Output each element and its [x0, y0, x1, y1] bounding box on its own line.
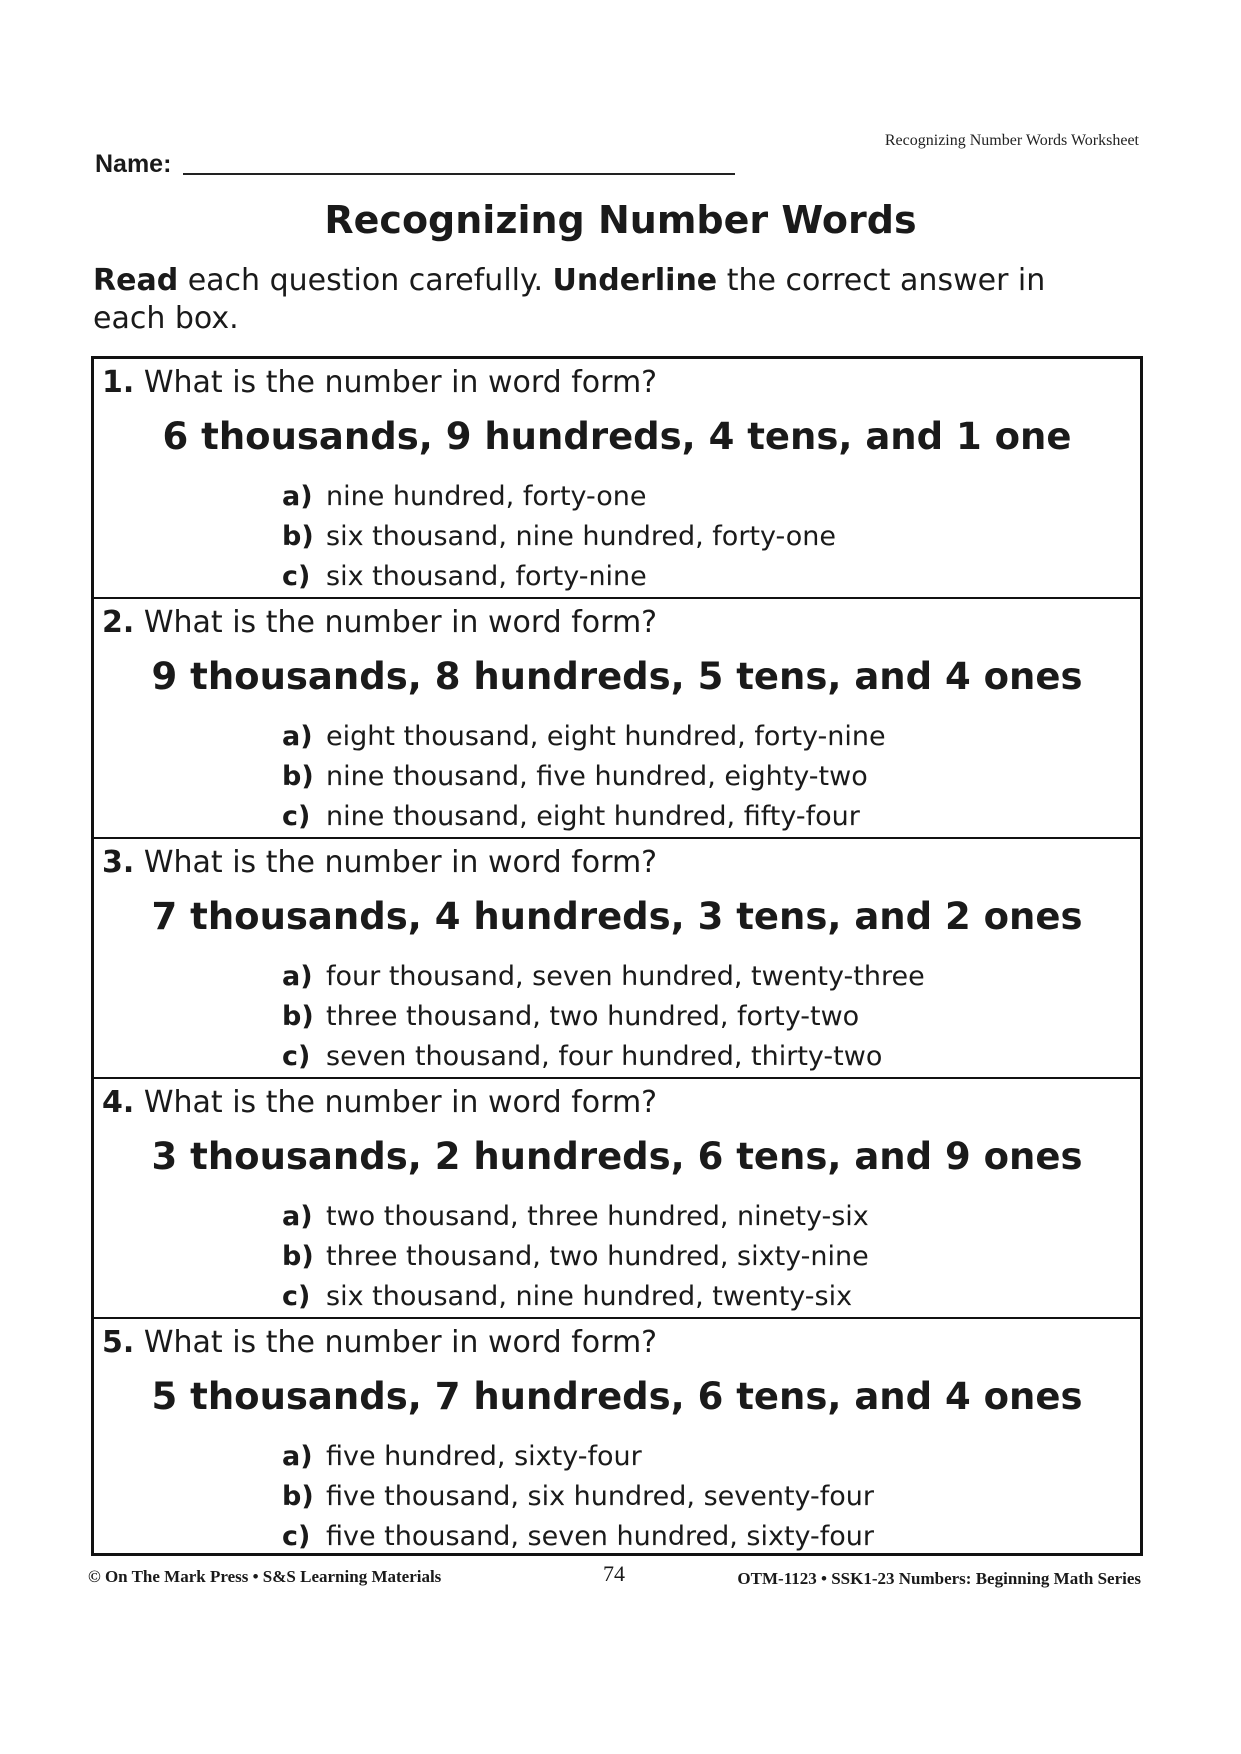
instruction-part2: the correct answer in each box.	[93, 263, 1046, 336]
question-expression: 7 thousands, 4 hundreds, 3 tens, and 2 ones	[151, 895, 1083, 938]
instruction-read-word: Read	[93, 263, 179, 298]
option-a[interactable]: a) four thousand, seven hundred, twenty-three	[282, 961, 925, 992]
name-label: Name:	[95, 150, 172, 178]
question-1	[94, 359, 1140, 599]
options-list	[282, 1437, 874, 1557]
question-prompt: What is the number in word form?	[143, 845, 658, 880]
question-expression: 5 thousands, 7 hundreds, 6 tens, and 4 ones	[151, 1375, 1083, 1418]
option-b[interactable]: b) six thousand, nine hundred, forty-one	[282, 521, 837, 552]
name-line[interactable]	[183, 173, 735, 175]
option-c[interactable]: c) seven thousand, four hundred, thirty-two	[282, 1041, 883, 1072]
question-3	[94, 839, 1140, 1079]
name-row	[95, 150, 735, 179]
option-b[interactable]: b) five thousand, six hundred, seventy-four	[282, 1481, 875, 1512]
option-c[interactable]: c) nine thousand, eight hundred, fifty-four	[282, 801, 860, 832]
footer-series: OTM-1123 • SSK1-23 Numbers: Beginning Math Series	[737, 1569, 1141, 1588]
option-c[interactable]: c) six thousand, nine hundred, twenty-six	[282, 1281, 853, 1312]
question-prompt: What is the number in word form?	[143, 605, 658, 640]
instructions	[93, 262, 1093, 338]
option-a[interactable]: a) five hundred, sixty-four	[282, 1441, 642, 1472]
question-4	[94, 1079, 1140, 1319]
question-prompt: What is the number in word form?	[143, 1085, 658, 1120]
question-prompt: What is the number in word form?	[143, 1325, 658, 1360]
options-list	[282, 477, 836, 597]
option-b[interactable]: b) three thousand, two hundred, forty-two	[282, 1001, 860, 1032]
option-c[interactable]: c) five thousand, seven hundred, sixty-four	[282, 1521, 875, 1552]
question-number: 1.	[102, 365, 135, 400]
option-a[interactable]: a) eight thousand, eight hundred, forty-nine	[282, 721, 886, 752]
option-c[interactable]: c) six thousand, forty-nine	[282, 561, 647, 592]
worksheet-label: Recognizing Number Words Worksheet	[884, 132, 1139, 149]
question-expression: 6 thousands, 9 hundreds, 4 tens, and 1 one	[162, 415, 1072, 458]
question-number: 3.	[102, 845, 135, 880]
option-a[interactable]: a) two thousand, three hundred, ninety-six	[282, 1201, 869, 1232]
question-2	[94, 599, 1140, 839]
instruction-underline-word: Underline	[552, 263, 718, 298]
options-list	[282, 957, 925, 1077]
option-b[interactable]: b) nine thousand, five hundred, eighty-two	[282, 761, 868, 792]
option-a[interactable]: a) nine hundred, forty-one	[282, 481, 647, 512]
footer-publisher: © On The Mark Press • S&S Learning Materials	[88, 1567, 442, 1586]
options-list	[282, 717, 886, 837]
questions-box	[91, 356, 1143, 1556]
question-expression: 9 thousands, 8 hundreds, 5 tens, and 4 ones	[151, 655, 1083, 698]
question-5	[94, 1319, 1140, 1553]
instruction-part1: each question carefully.	[178, 263, 553, 298]
footer-page-number: 74	[603, 1561, 625, 1586]
page-title: Recognizing Number Words	[324, 198, 917, 242]
options-list	[282, 1197, 869, 1317]
question-number: 2.	[102, 605, 135, 640]
page-footer	[88, 1561, 1141, 1595]
question-number: 5.	[102, 1325, 135, 1360]
question-number: 4.	[102, 1085, 135, 1120]
question-prompt: What is the number in word form?	[143, 365, 658, 400]
question-expression: 3 thousands, 2 hundreds, 6 tens, and 9 ones	[151, 1135, 1083, 1178]
option-b[interactable]: b) three thousand, two hundred, sixty-nine	[282, 1241, 869, 1272]
